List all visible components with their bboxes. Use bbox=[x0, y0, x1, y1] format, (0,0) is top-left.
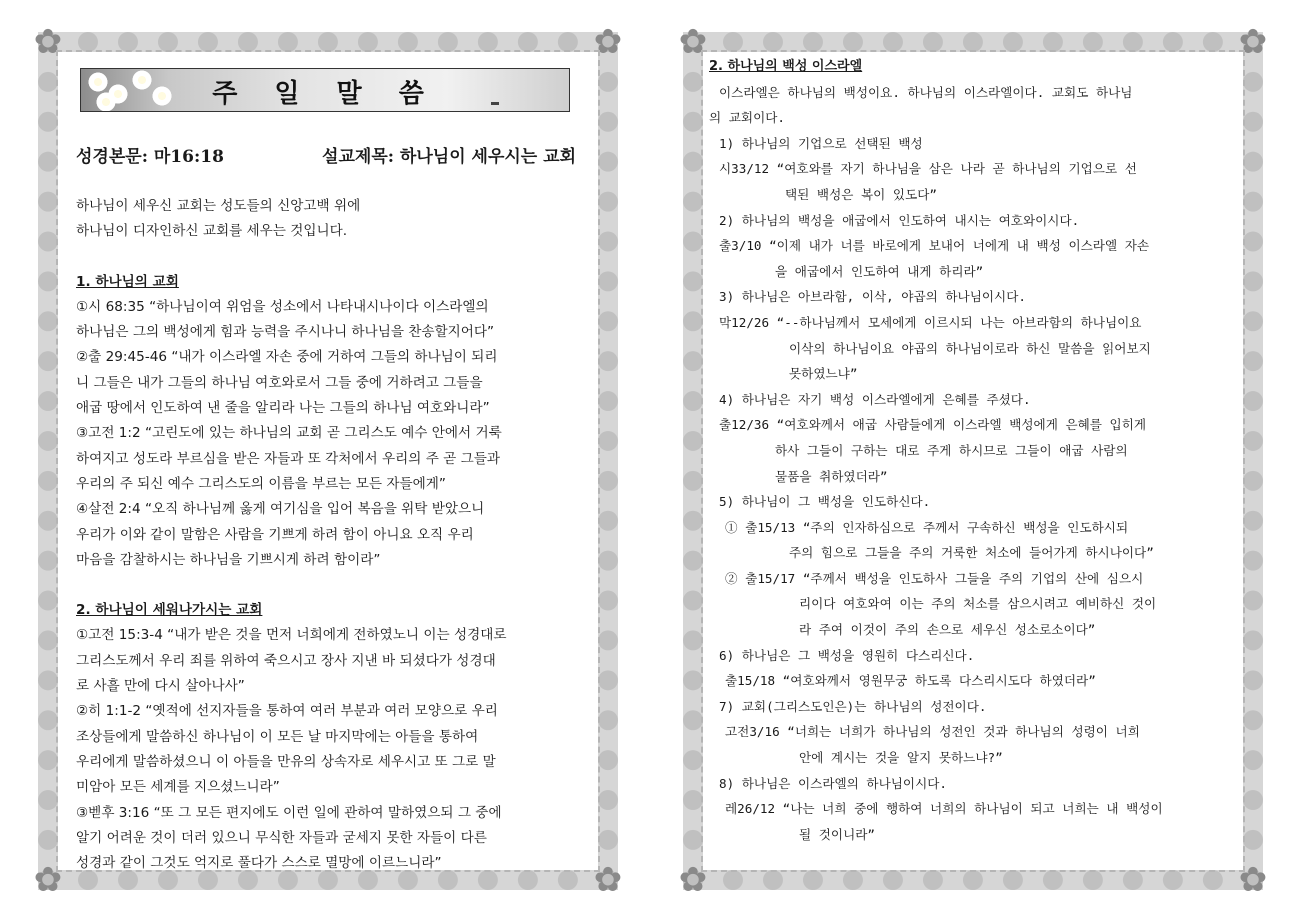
text-line: 물품을 취하였더라” bbox=[775, 468, 888, 484]
text-line: 리이다 여호와여 이는 주의 처소를 삼으시려고 예비하신 것이 bbox=[799, 596, 1157, 612]
blank-line bbox=[76, 573, 580, 598]
text-line: 우리가 이와 같이 말함은 사람을 기쁘게 하려 함이 아니요 오직 우리 bbox=[76, 526, 474, 543]
text-line: 이스라엘은 하나님의 백성이요. 하나님의 이스라엘이다. 교회도 하나님 bbox=[719, 84, 1133, 100]
sermon-title: 설교제목: 하나님이 세우시는 교회 bbox=[322, 147, 576, 167]
text-line: 2) 하나님의 백성을 애굽에서 인도하여 내시는 여호와이시다. bbox=[719, 212, 1080, 228]
flower-corner-icon: ✿ bbox=[1238, 22, 1268, 62]
text-line: 출3/10 “이제 내가 너를 바로에게 보내어 너에게 내 백성 이스라엘 자손 bbox=[719, 238, 1150, 254]
text-line: 라 주여 이것이 주의 손으로 세우신 성소로소이다” bbox=[799, 622, 1096, 638]
text-line: 3) 하나님은 아브라함, 이삭, 야곱의 하나님이시다. bbox=[719, 289, 1026, 305]
text-line: 출12/36 “여호와께서 애굽 사람들에게 이스라엘 백성에게 은혜를 입히게 bbox=[719, 417, 1147, 433]
flower-corner-icon: ✿ bbox=[678, 22, 708, 62]
flower-corner-icon: ✿ bbox=[33, 22, 63, 62]
text-line: 될 것이니라” bbox=[799, 826, 875, 842]
text-line: 하나님은 그의 백성에게 힘과 능력을 주시나니 하나님을 찬송할지어다” bbox=[76, 324, 495, 341]
text-line: 안에 계시는 것을 알지 못하느냐?” bbox=[799, 750, 1003, 766]
left-page bbox=[33, 22, 623, 900]
text-line: 고전3/16 “너희는 너희가 하나님의 성전인 것과 하나님의 성령이 너희 bbox=[725, 724, 1140, 740]
text-line: ②출 29:45-46 “내가 이스라엘 자손 중에 거하여 그들의 하나님이 되리 bbox=[76, 349, 498, 366]
text-line: 막12/26 “--하나님께서 모세에게 이르시되 나는 아브라함의 하나님이요 bbox=[719, 314, 1142, 330]
text-line: 성경과 같이 그것도 억지로 풀다가 스스로 멸망에 이르느니라” bbox=[76, 855, 442, 872]
text-line: ③벧후 3:16 “또 그 모든 편지에도 이런 일에 관하여 말하였으되 그 중에 bbox=[76, 804, 502, 821]
text-line: 마음을 감찰하시는 하나님을 기쁘시게 하려 함이라” bbox=[76, 551, 381, 568]
flower-corner-icon: ✿ bbox=[1238, 860, 1268, 900]
text-line: 8) 하나님은 이스라엘의 하나님이시다. bbox=[719, 775, 947, 791]
text-line: 애굽 땅에서 인도하여 낸 줄을 알리라 나는 그들의 하나님 여호와니라” bbox=[76, 400, 490, 417]
text-line: 미암아 모든 세계를 지으셨느니라” bbox=[76, 779, 280, 796]
text-line: 주의 힘으로 그들을 주의 거룩한 처소에 들어가게 하시나이다” bbox=[789, 545, 1154, 561]
text-line: 로 사흘 만에 다시 살아나사” bbox=[76, 678, 245, 695]
text-line: 의 교회이다. bbox=[709, 110, 785, 126]
flower-corner-icon: ✿ bbox=[593, 22, 623, 62]
banner-mark bbox=[491, 102, 499, 105]
text-line: 출15/18 “여호와께서 영원무궁 하도록 다스리시도다 하였더라” bbox=[725, 673, 1096, 689]
flower-corner-icon: ✿ bbox=[678, 860, 708, 900]
page-title: 주 일 말 씀 bbox=[212, 79, 438, 109]
text-line: 7) 교회(그리스도인은)는 하나님의 성전이다. bbox=[719, 698, 987, 714]
text-line: 시33/12 “여호와를 자기 하나님을 삼은 나라 곧 하나님의 기업으로 선 bbox=[719, 161, 1137, 177]
text-line: 하사 그들이 구하는 대로 주게 하시므로 그들이 애굽 사람의 bbox=[775, 442, 1128, 458]
left-body-text bbox=[76, 194, 580, 876]
flower-corner-icon: ✿ bbox=[593, 860, 623, 900]
right-page bbox=[678, 22, 1268, 900]
text-line: 우리에게 말씀하셨으니 이 아들을 만유의 상속자로 세우시고 또 그로 말 bbox=[76, 753, 496, 770]
text-line: 못하였느냐” bbox=[789, 366, 858, 382]
text-line: 택된 백성은 복이 있도다” bbox=[785, 186, 937, 202]
section-heading: 2. 하나님이 세워나가시는 교회 bbox=[76, 602, 263, 619]
text-line: 하나님이 디자인하신 교회를 세우는 것입니다. bbox=[76, 223, 348, 240]
section-heading: 1. 하나님의 교회 bbox=[76, 273, 179, 290]
text-line: 하나님이 세우신 교회는 성도들의 신앙고백 위에 bbox=[76, 198, 361, 214]
right-body-text bbox=[709, 54, 1249, 847]
text-line: 을 애굽에서 인도하여 내게 하리라” bbox=[775, 263, 984, 279]
text-line: ④살전 2:4 “오직 하나님께 옳게 여기심을 입어 복음을 위탁 받았으니 bbox=[76, 501, 485, 518]
flower-corner-icon: ✿ bbox=[33, 860, 63, 900]
text-line: 그리스도께서 우리 죄를 위하여 죽으시고 장사 지낸 바 되셨다가 성경대 bbox=[76, 652, 496, 669]
text-line: ①고전 15:3-4 “내가 받은 것을 먼저 너희에게 전하였노니 이는 성경대로 bbox=[76, 627, 507, 644]
text-line: 레26/12 “나는 너희 중에 행하여 너희의 하나님이 되고 너희는 내 백성이 bbox=[725, 801, 1163, 817]
text-line: 6) 하나님은 그 백성을 영원히 다스리신다. bbox=[719, 647, 975, 663]
text-line: ② 출15/17 “주께서 백성을 인도하사 그들을 주의 기업의 산에 심으시 bbox=[725, 570, 1144, 586]
text-line: 하여지고 성도라 부르심을 받은 자들과 또 각처에서 우리의 주 곧 그들과 bbox=[76, 450, 501, 467]
text-line: ③고전 1:2 “고린도에 있는 하나님의 교회 곧 그리스도 예수 안에서 거룩 bbox=[76, 425, 502, 442]
text-line: 알기 어려운 것이 더러 있으니 무식한 자들과 굳세지 못한 자들이 다른 bbox=[76, 829, 487, 846]
blank-line bbox=[76, 245, 580, 270]
text-line: 이삭의 하나님이요 야곱의 하나님이로라 하신 말씀을 읽어보지 bbox=[789, 340, 1151, 356]
text-line: 5) 하나님이 그 백성을 인도하신다. bbox=[719, 494, 931, 510]
text-line: 4) 하나님은 자기 백성 이스라엘에게 은혜를 주셨다. bbox=[719, 391, 1031, 407]
text-line: 1) 하나님의 기업으로 선택된 백성 bbox=[719, 135, 923, 151]
sermon-info bbox=[76, 142, 576, 167]
section-heading: 2. 하나님의 백성 이스라엘 bbox=[709, 59, 863, 74]
title-banner bbox=[80, 68, 570, 112]
text-line: 니 그들은 내가 그들의 하나님 여호와로서 그들 중에 거하려고 그들을 bbox=[76, 374, 483, 391]
text-line: ②히 1:1-2 “옛적에 선지자들을 통하여 여러 부분과 여러 모양으로 우리 bbox=[76, 703, 498, 720]
text-line: ① 출15/13 “주의 인자하심으로 주께서 구속하신 백성을 인도하시되 bbox=[725, 519, 1129, 535]
text-line: ①시 68:35 “하나님이여 위엄을 성소에서 나타내시나이다 이스라엘의 bbox=[76, 298, 489, 315]
scripture-reference: 성경본문: 마16:18 bbox=[76, 147, 224, 167]
text-line: 우리의 주 되신 예수 그리스도의 이름을 부르는 모든 자들에게” bbox=[76, 475, 446, 492]
text-line: 조상들에게 말씀하신 하나님이 이 모든 날 마지막에는 아들을 통하여 bbox=[76, 728, 479, 745]
